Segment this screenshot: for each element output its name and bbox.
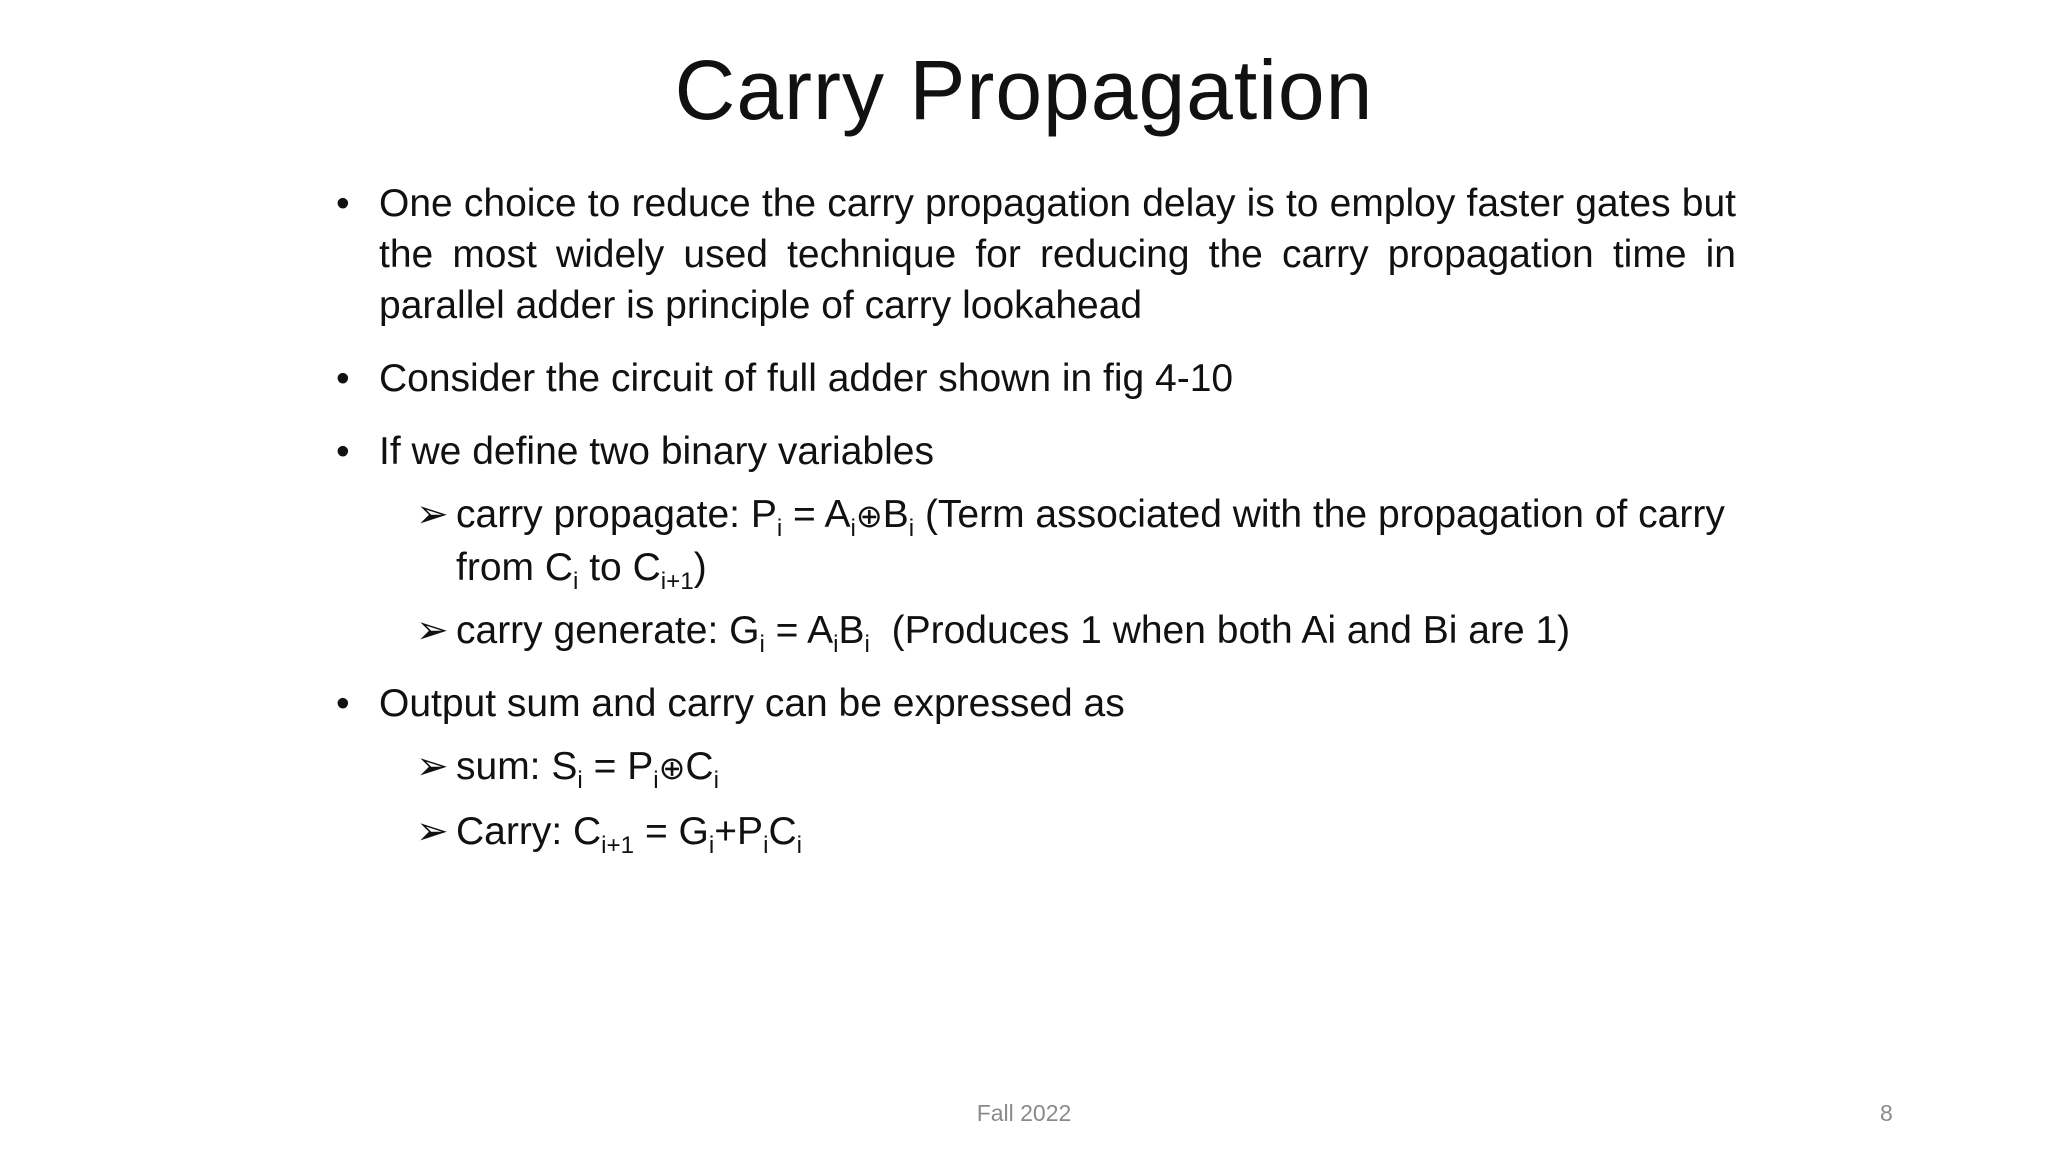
formula-text: sum: $S_i$ = $P_i\oplus C_i$ (456, 745, 719, 794)
bullet-text: Output sum and carry can be expressed as (379, 682, 1125, 725)
bullet-dot: • (336, 430, 350, 473)
bullet-dot: • (336, 357, 350, 400)
arrow-bullet-icon: ➢ (416, 810, 449, 853)
xor-symbol: ⊕ (658, 749, 686, 787)
sub-item-carry (336, 806, 1736, 857)
slide-title: Carry Propagation (674, 43, 1374, 137)
bullet-dot: • (336, 182, 350, 225)
sub-item-sum (336, 741, 1736, 794)
bullet-text: If we define two binary variables (379, 430, 934, 473)
sub-item-carry-generate (336, 605, 1736, 656)
bullet-item (336, 426, 1736, 477)
arrow-bullet-icon: ➢ (416, 745, 449, 788)
bullet-item (336, 353, 1736, 404)
arrow-bullet-icon: ➢ (416, 493, 449, 536)
bullet-text: Consider the circuit of full adder shown in fig 4-10 (379, 357, 1234, 400)
formula-text: carry generate: $G_i = A_iB_i$ (Produces 1 when both Ai and Bi are 1) (456, 609, 1571, 658)
bullet-item (336, 178, 1736, 331)
arrow-bullet-icon: ➢ (416, 609, 449, 652)
bullet-text: One choice to reduce the carry propagation delay is to employ faster gates but the most widely used technique for reducing the carry propagation time in parallel adder is principle of carry lookahead (379, 182, 1736, 327)
page-number: 8 (1880, 1100, 1893, 1126)
formula-text: Carry: $C_{i+1} = G_i+P_iC_i$ (456, 810, 802, 859)
bullet-dot: • (336, 682, 350, 725)
bullet-item (336, 678, 1736, 729)
slide-body (336, 178, 1736, 869)
footer-text: Fall 2022 (976, 1100, 1072, 1126)
formula-text: carry propagate: $P_i$ = $A_i\oplus B_i$ (Term associated with the propagation of carry from $C_i$ to $C_{i+1}$) (456, 493, 1725, 595)
sub-item-carry-propagate (336, 489, 1736, 593)
xor-symbol: ⊕ (855, 497, 883, 535)
